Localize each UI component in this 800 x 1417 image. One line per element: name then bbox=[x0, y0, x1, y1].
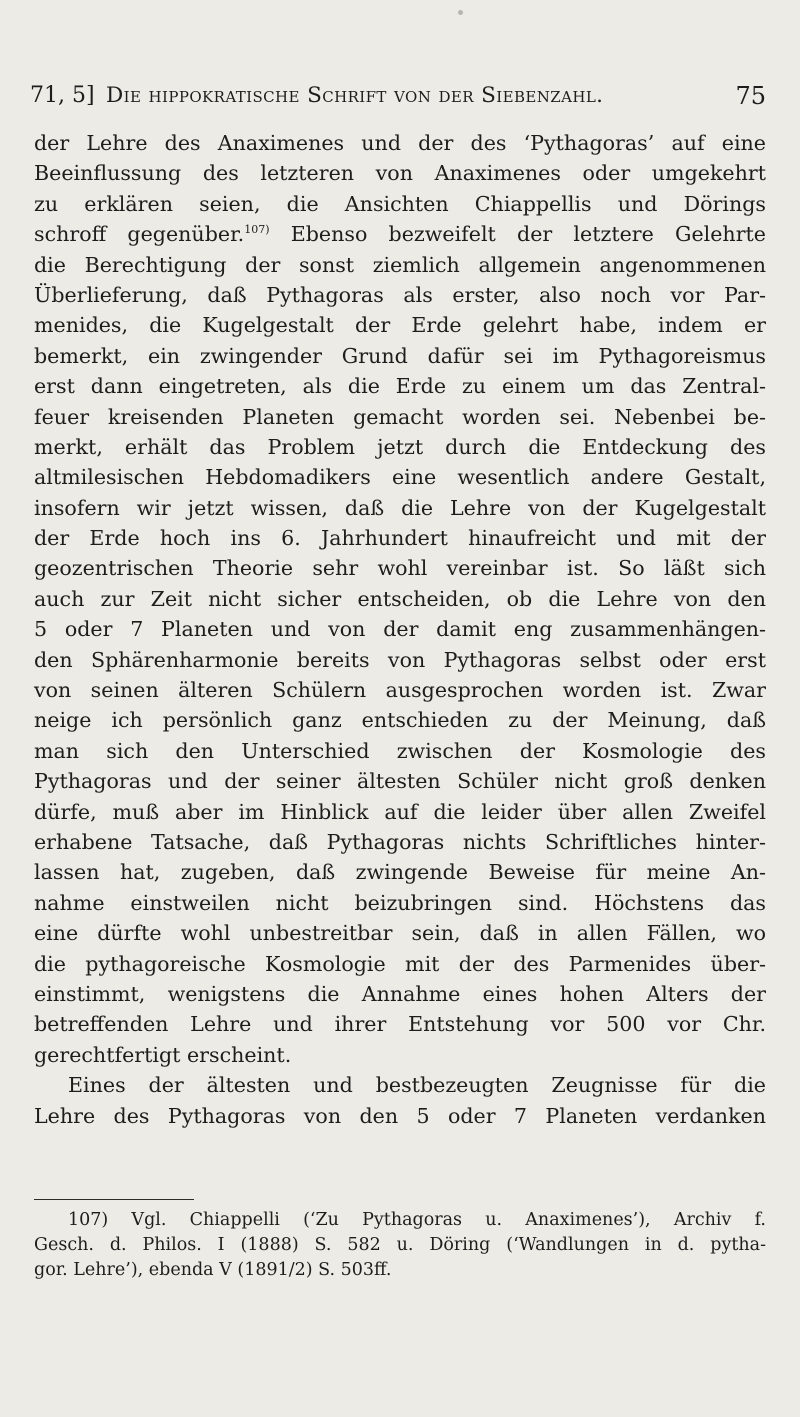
footnote-reference: 107) bbox=[244, 223, 270, 237]
text-line: Beeinflussung des letzteren von Anaximenes oder umgekehrt bbox=[34, 161, 766, 186]
page-number: 75 bbox=[735, 82, 766, 110]
text-line: die Berechtigung der sonst ziemlich allgemein angenommenen bbox=[34, 252, 766, 277]
section-reference: 71, 5] bbox=[30, 83, 95, 108]
text-line: zu erklären seien, die Ansichten Chiappellis und Dörings bbox=[34, 191, 766, 216]
text-line: der Erde hoch ins 6. Jahrhundert hinaufreicht und mit der bbox=[34, 526, 766, 551]
text-line: erst dann eingetreten, als die Erde zu einem um das Zentral- bbox=[34, 374, 766, 399]
text-line: die pythagoreische Kosmologie mit der des Parmenides über- bbox=[34, 951, 766, 976]
text-line: den Sphärenharmonie bereits von Pythagoras selbst oder erst bbox=[34, 647, 766, 672]
text-line: betreffenden Lehre und ihrer Entstehung vor 500 vor Chr. bbox=[34, 1012, 766, 1037]
footnote-line: 107) Vgl. Chiappelli (‘Zu Pythagoras u. Anaximenes’), Archiv f. bbox=[68, 1210, 766, 1230]
footnote bbox=[34, 1208, 766, 1283]
paper-speck bbox=[458, 10, 463, 15]
text-line: von seinen älteren Schülern ausgesprochen worden ist. Zwar bbox=[34, 678, 766, 703]
text-line: altmilesischen Hebdomadikers eine wesentlich andere Gestalt, bbox=[34, 465, 766, 490]
text-line: nahme einstweilen nicht beizubringen sind. Höchstens das bbox=[34, 890, 766, 915]
text-fragment: schroff gegenüber. bbox=[34, 222, 245, 247]
text-line: auch zur Zeit nicht sicher entscheiden, ob die Lehre von den bbox=[34, 586, 766, 611]
text-line: menides, die Kugelgestalt der Erde gelehrt habe, indem er bbox=[34, 313, 766, 338]
text-line: neige ich persönlich ganz entschieden zu der Meinung, daß bbox=[34, 708, 766, 733]
text-line-with-footnote-ref bbox=[34, 219, 766, 249]
text-line: Lehre des Pythagoras von den 5 oder 7 Planeten verdanken bbox=[34, 1103, 766, 1128]
text-line: merkt, erhält das Problem jetzt durch die Entdeckung des bbox=[34, 434, 766, 459]
text-fragment: Ebenso bezweifelt der letztere Gelehrte bbox=[290, 222, 766, 247]
body-text bbox=[34, 128, 766, 1131]
text-line: Eines der ältesten und bestbezeugten Zeugnisse für die bbox=[68, 1073, 766, 1098]
text-line: 5 oder 7 Planeten und von der damit eng zusammenhängen- bbox=[34, 617, 766, 642]
text-line: insofern wir jetzt wissen, daß die Lehre von der Kugelgestalt bbox=[34, 495, 766, 520]
footnote-line: Gesch. d. Philos. I (1888) S. 582 u. Döring (‘Wandlungen in d. pytha- bbox=[34, 1235, 766, 1255]
text-line: Überlieferung, daß Pythagoras als erster, also noch vor Par- bbox=[34, 282, 766, 307]
text-line: dürfe, muß aber im Hinblick auf die leider über allen Zweifel bbox=[34, 799, 766, 824]
text-line: Pythagoras und der seiner ältesten Schüler nicht groß denken bbox=[34, 769, 766, 794]
text-line: gerechtfertigt erscheint. bbox=[34, 1042, 292, 1067]
text-line: man sich den Unterschied zwischen der Kosmologie des bbox=[34, 738, 766, 763]
text-line: feuer kreisenden Planeten gemacht worden sei. Nebenbei be- bbox=[34, 404, 766, 429]
text-line: einstimmt, wenigstens die Annahme eines hohen Alters der bbox=[34, 981, 766, 1006]
text-line: lassen hat, zugeben, daß zwingende Beweise für meine An- bbox=[34, 860, 766, 885]
footnote-rule bbox=[34, 1199, 194, 1200]
text-line: eine dürfte wohl unbestreitbar sein, daß in allen Fällen, wo bbox=[34, 921, 766, 946]
text-line: bemerkt, ein zwingender Grund dafür sei im Pythagoreismus bbox=[34, 343, 766, 368]
running-title: Die hippokratische Schrift von der Siebenzahl. bbox=[106, 83, 604, 108]
running-header bbox=[30, 76, 766, 116]
text-line: geozentrischen Theorie sehr wohl vereinbar ist. So läßt sich bbox=[34, 556, 766, 581]
footnote-line: gor. Lehre’), ebenda V (1891/2) S. 503ff. bbox=[34, 1260, 392, 1280]
text-line: der Lehre des Anaximenes und der des ‘Pythagoras’ auf eine bbox=[34, 131, 766, 155]
text-line: erhabene Tatsache, daß Pythagoras nichts Schriftliches hinter- bbox=[34, 829, 766, 854]
